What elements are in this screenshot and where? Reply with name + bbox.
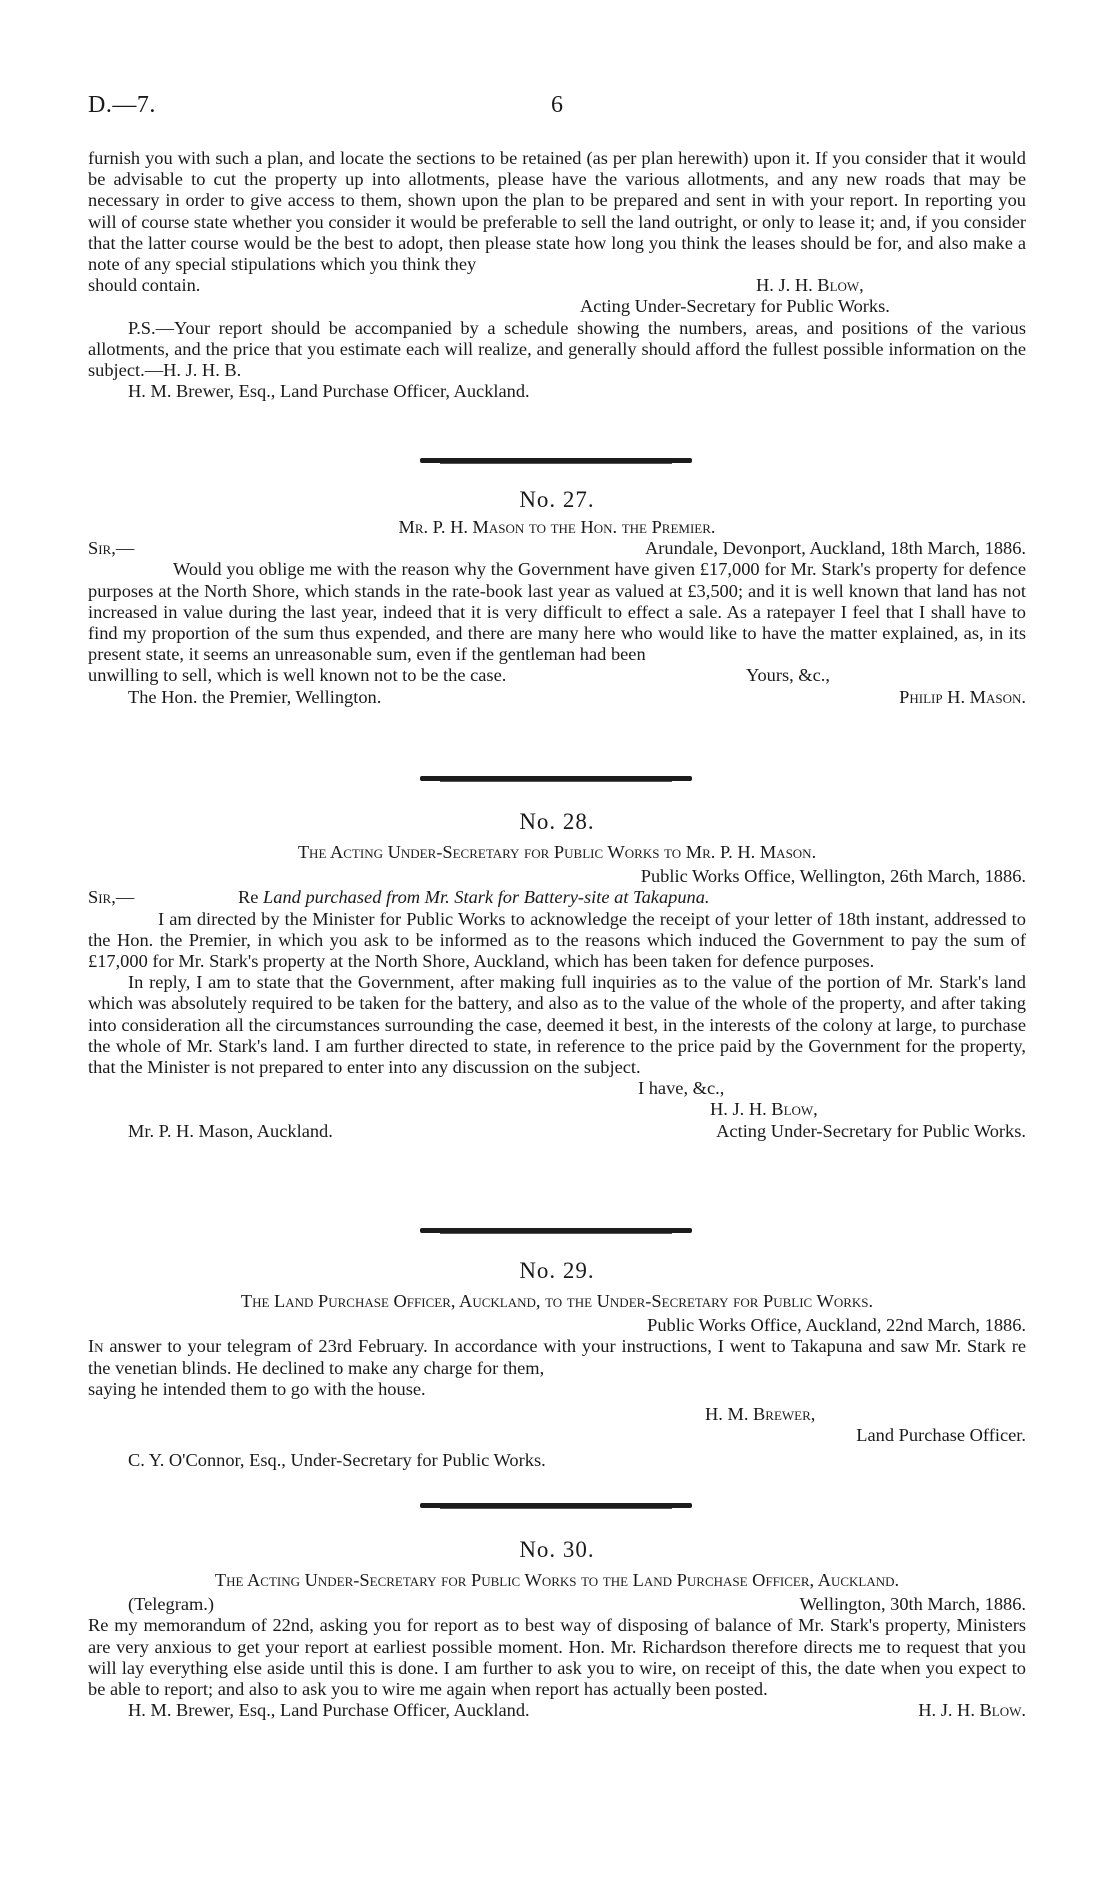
signatory-title-line (88, 1425, 1026, 1446)
dateline: Arundale, Devonport, Auckland, 18th March, 1886. (644, 538, 1026, 559)
addressee-line (88, 687, 1026, 708)
subject-line (238, 887, 710, 908)
letter-heading: The Acting Under-Secretary for Public Works to the Land Purchase Officer, Auckland. (214, 1570, 900, 1590)
signature: Philip H. Mason. (899, 686, 1026, 707)
letter-number: No. 30. (519, 1537, 595, 1562)
addressee-line (88, 1121, 1026, 1142)
letter-no-28 (88, 808, 1026, 1142)
signature: H. M. Brewer, (705, 1403, 816, 1424)
continued-letter-addressee: H. M. Brewer, Esq., Land Purchase Officer, Auckland. (128, 381, 530, 402)
subject: Land purchased from Mr. Stark for Battery-site at Takapuna. (263, 887, 710, 908)
postscript: P.S.—Your report should be accompanied by a schedule showing the numbers, areas, and positions of the various allotments, and the price that you estimate each will realize, and generally should afford the fullest possible information on the subject.—H. J. H. B. (88, 317, 1026, 380)
page-header (88, 92, 1026, 122)
letter-paragraph: I am directed by the Minister for Public Works to acknowledge the receipt of your letter of 18th instant, addressed to the Hon. the Premier, in which you ask to be informed as to the reasons which induced the Government to pay the sum of £17,000 for Mr. Stark's property at the North Shore, Auckland, which has been taken for defence purposes. (88, 908, 1026, 971)
signature: H. J. H. Blow. (918, 1700, 1026, 1721)
letter-body: Would you oblige me with the reason why the Government have given £17,000 for Mr. Stark's property for defence purposes at the North Shore, which stands in the rate-book last year as valued at £3,500; and it is well known that land has not increased in value during the last year, indeed that it is very difficult to effect a sale. As a ratepayer I feel that I shall have to find my proportion of the sum thus expended, and there are many here who would like to have the matter explained, as, in its present state, it seems an unreasonable sum, even if the gentleman had been (88, 559, 1026, 665)
letter-last-line (88, 665, 1026, 686)
telegram-line (88, 1594, 1026, 1615)
letter-number: No. 28. (519, 809, 595, 834)
dateline: Public Works Office, Wellington, 26th March, 1886. (640, 866, 1026, 887)
letter-heading: The Land Purchase Officer, Auckland, to the Under-Secretary for Public Works. (240, 1291, 874, 1311)
addressee: C. Y. O'Connor, Esq., Under-Secretary for Public Works. (128, 1450, 546, 1471)
dateline-line (88, 866, 1026, 887)
addressee: The Hon. the Premier, Wellington. (128, 686, 382, 707)
dateline-line (88, 1315, 1026, 1336)
salutation: Sir,— (88, 538, 135, 559)
letter-last-text: unwilling to sell, which is well known not to be the case. (88, 665, 507, 686)
section-divider (420, 1228, 692, 1233)
letter-last-line: saying he intended them to go with the house. (88, 1378, 426, 1399)
dateline: Wellington, 30th March, 1886. (799, 1594, 1026, 1615)
letter-no-27 (88, 486, 1026, 708)
dateline: Public Works Office, Auckland, 22nd March, 1886. (647, 1315, 1026, 1336)
addressee: H. M. Brewer, Esq., Land Purchase Officer, Auckland. (128, 1700, 530, 1721)
page-number: 6 (551, 92, 563, 118)
salutation-line (88, 887, 1026, 908)
letter-number: No. 27. (519, 487, 595, 512)
letter-paragraph: In reply, I am to state that the Government, after making full inquiries as to the value of the portion of Mr. Stark's land which was absolutely required to be taken for the battery, and also as to the value of the whole of the property, and after taking into consideration all the circumstances surrounding the case, deemed it best, in the interests of the colony at large, to purchase the whole of Mr. Stark's land. I am further directed to state, in reference to the price paid by the Government for the property, that the Minister is not prepared to enter into any discussion on the subject. (88, 972, 1026, 1077)
salutation: Sir,— (88, 887, 135, 908)
section-divider (420, 1503, 692, 1508)
letter-body (88, 1336, 1026, 1378)
signature: H. J. H. Blow, (710, 1099, 818, 1120)
continued-letter (88, 148, 1026, 402)
salutation-line (88, 538, 1026, 559)
section-divider (420, 458, 692, 463)
opening-word: In (88, 1336, 104, 1357)
continued-letter-signature: H. J. H. Blow, (756, 275, 864, 296)
signature-line (88, 1099, 1026, 1120)
continued-letter-last-line (88, 275, 1026, 296)
letter-no-29 (88, 1257, 1026, 1472)
closing: Yours, &c., (746, 665, 830, 686)
continued-letter-body: furnish you with such a plan, and locate the sections to be retained (as per plan herewith) upon it. If you consider that it would be advisable to cut the property up into allotments, please have the various allotments, and any new roads that may be necessary in order to give access to them, shown upon the plan to be prepared and sent in with your report. In reporting you will of course state whether you consider it would be preferable to sell the land outright, or only to lease it; and, if you consider that the latter course would be the best to adopt, then please state how long you think the leases should be for, and also make a note of any special stipulations which you think they (88, 148, 1026, 275)
section-divider (420, 776, 692, 781)
letter-heading: The Acting Under-Secretary for Public Works to Mr. P. H. Mason. (297, 842, 817, 862)
signatory-title: Acting Under-Secretary for Public Works. (716, 1120, 1026, 1141)
addressee-line (88, 1700, 1026, 1721)
letter-number: No. 29. (519, 1258, 595, 1283)
letter-no-30 (88, 1536, 1026, 1721)
letter-body-text: answer to your telegram of 23rd February. In accordance with your instructions, I went to Takapuna and saw Mr. Stark re the venetian blinds. He declined to make any charge for them, (88, 1336, 1026, 1378)
telegram-note: (Telegram.) (128, 1594, 215, 1615)
subject-prefix: Re (238, 887, 259, 908)
addressee: Mr. P. H. Mason, Auckland. (128, 1120, 333, 1141)
closing-line (88, 1078, 1026, 1099)
document-reference: D.—7. (88, 92, 156, 118)
continued-letter-last-text: should contain. (88, 275, 201, 296)
signatory-title: Land Purchase Officer. (856, 1425, 1026, 1446)
continued-letter-title: Acting Under-Secretary for Public Works. (580, 296, 890, 317)
closing: I have, &c., (638, 1078, 725, 1099)
continued-letter-title-line (88, 296, 1026, 317)
letter-heading: Mr. P. H. Mason to the Hon. the Premier. (398, 517, 716, 537)
letter-body: Re my memorandum of 22nd, asking you for report as to best way of disposing of balance of Mr. Stark's property, Ministers are very anxious to get your report at earliest possible moment. Hon. Mr. Richardson therefore directs me to request that you will lay everything else aside until this is done. I am further to ask you to wire, on receipt of this, the date when you expect to be able to report; and also to ask you to wire me again when report has actually been posted. (88, 1615, 1026, 1699)
signature-line (88, 1404, 1026, 1425)
